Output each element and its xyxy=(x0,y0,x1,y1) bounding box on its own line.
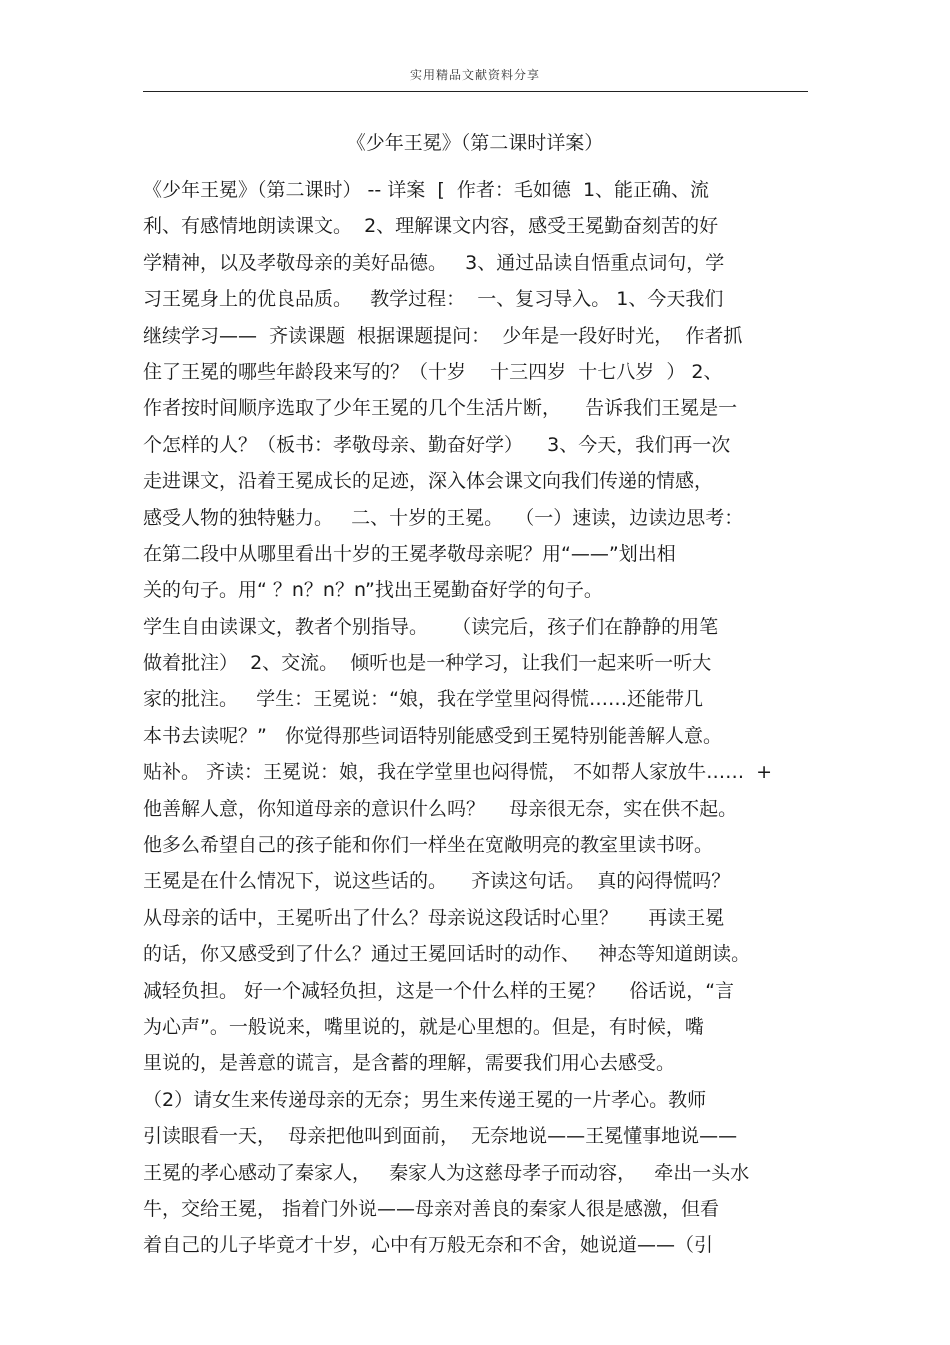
body-line: 学精神，以及孝敬母亲的美好品德。 3、通过品读自悟重点词句，学 xyxy=(143,251,725,274)
body-line: 走进课文，沿着王冕成长的足迹，深入体会课文向我们传递的情感， xyxy=(143,470,714,493)
document-body xyxy=(143,172,823,1264)
body-line: 的话，你又感受到了什么？通过王冕回话时的动作、 神态等知道朗读。 xyxy=(143,943,751,966)
body-line: 引读眼看一天， 母亲把他叫到面前， 无奈地说——王冕懂事地说—— xyxy=(143,1125,738,1148)
body-line: 在第二段中从哪里看出十岁的王冕孝敬母亲呢？用“——”划出相 xyxy=(143,542,676,565)
body-line: 里说的，是善意的谎言，是含蓄的理解，需要我们用心去感受。 xyxy=(143,1052,676,1075)
body-line: 学生自由读课文，教者个别指导。 （读完后，孩子们在静静的用笔 xyxy=(143,615,719,638)
body-line: 减轻负担。 好一个减轻负担，这是一个什么样的王冕？ 俗话说，“言 xyxy=(143,979,735,1002)
page-header: 实用精品文献资料分享 xyxy=(409,68,540,82)
body-line: 他多么希望自己的孩子能和你们一样坐在宽敞明亮的教室里读书呀。 xyxy=(143,834,714,857)
body-line: 利、有感情地朗读课文。 2、理解课文内容，感受王冕勤奋刻苦的好 xyxy=(143,215,719,238)
body-line: 家的批注。 学生：王冕说：“娘，我在学堂里闷得慌……还能带几 xyxy=(143,688,703,711)
body-line: 住了王冕的哪些年龄段来写的？（十岁 十三四岁 十七八岁 ） 2、 xyxy=(143,360,723,383)
body-line: 习王冕身上的优良品质。 教学过程： 一、复习导入。 1、今天我们 xyxy=(143,288,724,311)
header-divider xyxy=(143,91,808,92)
body-line: 继续学习—— 齐读课题 根据课题提问： 少年是一段好时光， 作者抓 xyxy=(143,324,743,347)
body-line: 关的句子。用“ ？n？n？n”找出王冕勤奋好学的句子。 xyxy=(143,579,603,602)
body-line: 王冕的孝心感动了秦家人， 秦家人为这慈母孝子而动容， 牵出一头水 xyxy=(143,1161,750,1184)
body-line: 着自己的儿子毕竟才十岁，心中有万般无奈和不舍，她说道——（引 xyxy=(143,1234,714,1257)
body-line: 感受人物的独特魅力。 二、十岁的王冕。 （一）速读，边读边思考： xyxy=(143,506,744,529)
body-line: 本书去读呢？” 你觉得那些词语特别能感受到王冕特别能善解人意。 xyxy=(143,724,722,747)
body-line: 王冕是在什么情况下，说这些话的。 齐读这句话。 真的闷得慌吗？ xyxy=(143,870,731,893)
body-line: 牛，交给王冕， 指着门外说——母亲对善良的秦家人很是感激，但看 xyxy=(143,1197,720,1220)
body-line: 贴补。 齐读：王冕说：娘，我在学堂里也闷得慌， 不如帮人家放牛…… + xyxy=(143,761,773,784)
document-title: 《少年王冕》（第二课时详案） xyxy=(346,132,604,154)
body-line: 他善解人意，你知道母亲的意识什么吗？ 母亲很无奈，实在供不起。 xyxy=(143,797,738,820)
body-line: 为心声”。一般说来，嘴里说的，就是心里想的。但是，有时候，嘴 xyxy=(143,1015,704,1038)
body-line: 《少年王冕》（第二课时） -- 详案 [ 作者：毛如德 1、能正确、流 xyxy=(143,179,710,201)
body-line: 个怎样的人？（板书：孝敬母亲、勤奋好学） 3、今天，我们再一次 xyxy=(143,433,731,456)
body-line: 作者按时间顺序选取了少年王冕的几个生活片断， 告诉我们王冕是一 xyxy=(143,397,738,420)
body-line: 从母亲的话中，王冕听出了什么？母亲说这段话时心里？ 再读王冕 xyxy=(143,906,725,929)
body-line: 做着批注） 2、交流。 倾听也是一种学习，让我们一起来听一听大 xyxy=(143,652,712,675)
body-line: （2）请女生来传递母亲的无奈；男生来传递王冕的一片孝心。教师 xyxy=(143,1088,707,1111)
